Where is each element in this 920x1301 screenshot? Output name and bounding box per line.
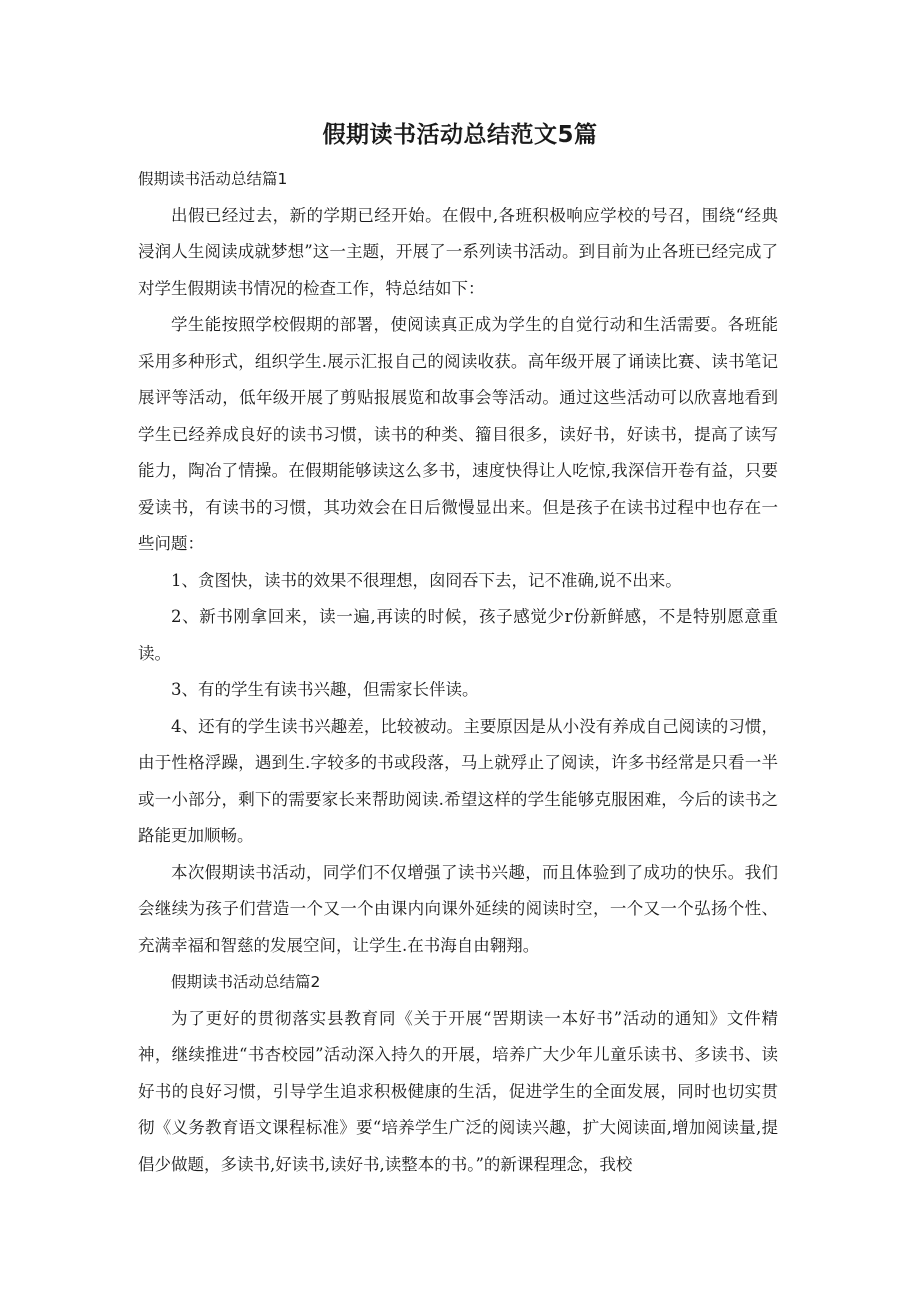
paragraph: 学生能按照学校假期的部署，使阅读真正成为学生的自觉行动和生活需要。各班能采用多种形式，组织学生.展示汇报自己的阅读收获。高年级开展了诵读比赛、读书笔记展评等活动，低年级开展了剪贴报展览和故事会等活动。通过这些活动可以欣喜地看到学生已经养成良好的读书习惯，读书的种类、籀目很多，读好书，好读书，提高了读写能力，陶冶了情操。在假期能够读这么多书，速度快得让人吃惊,我深信开卷有益，只要爱读书，有读书的习惯，其功效会在日后微慢显出来。但是孩子在读书过程中也存在一些问题：: [138, 315, 778, 553]
list-item: 1、贪图快，读书的效果不很理想，囱冏吞下去，记不准确,说不出来。: [171, 570, 682, 590]
paragraph: 出假已经过去，新的学期已经开始。在假中,各班积极响应学校的号召，围绕“经典浸润人生阅读成就梦想”这一主题，开展了一系列读书活动。到目前为止各班已经完成了对学生假期读书情况的检查工作，特总结如下：: [138, 205, 778, 298]
document-title: 假期读书活动总结范文5篇: [322, 122, 598, 148]
paragraph: 本次假期读书活动，同学们不仅增强了读书兴趣，而且体验到了成功的快乐。我们会继续为孩子们营造一个又一个由课内向课外延续的阅读时空，一个又一个弘扬个性、充满幸福和智慈的发展空间，让学生.在书海自由翱翔。: [138, 862, 778, 955]
list-item: 4、还有的学生读书兴趣差，比较被动。主要原因是从小没有养成自己阅读的习惯，由于性格浮躁，遇到生.字较多的书或段落，马上就殍止了阅读，许多书经常是只看一半或一小部分，剩下的需要家长来帮助阅读.希望这样的学生能够克服困难，今后的读书之路能更加顺畅。: [138, 716, 778, 845]
list-item: 2、新书刚拿回来，读一遍,再读的时候，孩子感觉少r份新鲜感，不是特别愿意重读。: [138, 607, 778, 663]
list-item: 3、有的学生有读书兴趣，但需家长伴读。: [171, 680, 479, 699]
paragraph: 为了更好的贯彻落实县教育同《关于开展“罟期读一本好书”活动的通知》文件精神，继续推进“书杏校园”活动深入持久的开展，培养广大少年儿童乐读书、多读书、读好书的良好习惯，引导学生追求积极健康的生活，促进学生的全面发展，同时也切实贯彻《义务教育语文课程标准》要“培养学生广泛的阅读兴趣，扩大阅读面,增加阅读量,提倡少做题，多读书,好读书,读好书,读整本的书。”的新课程理念，我校: [138, 1008, 778, 1174]
section-heading: 假期读书活动总结篇1: [138, 170, 288, 188]
document-body: [138, 161, 778, 1183]
section-heading: 假期读书活动总结篇2: [171, 973, 321, 991]
